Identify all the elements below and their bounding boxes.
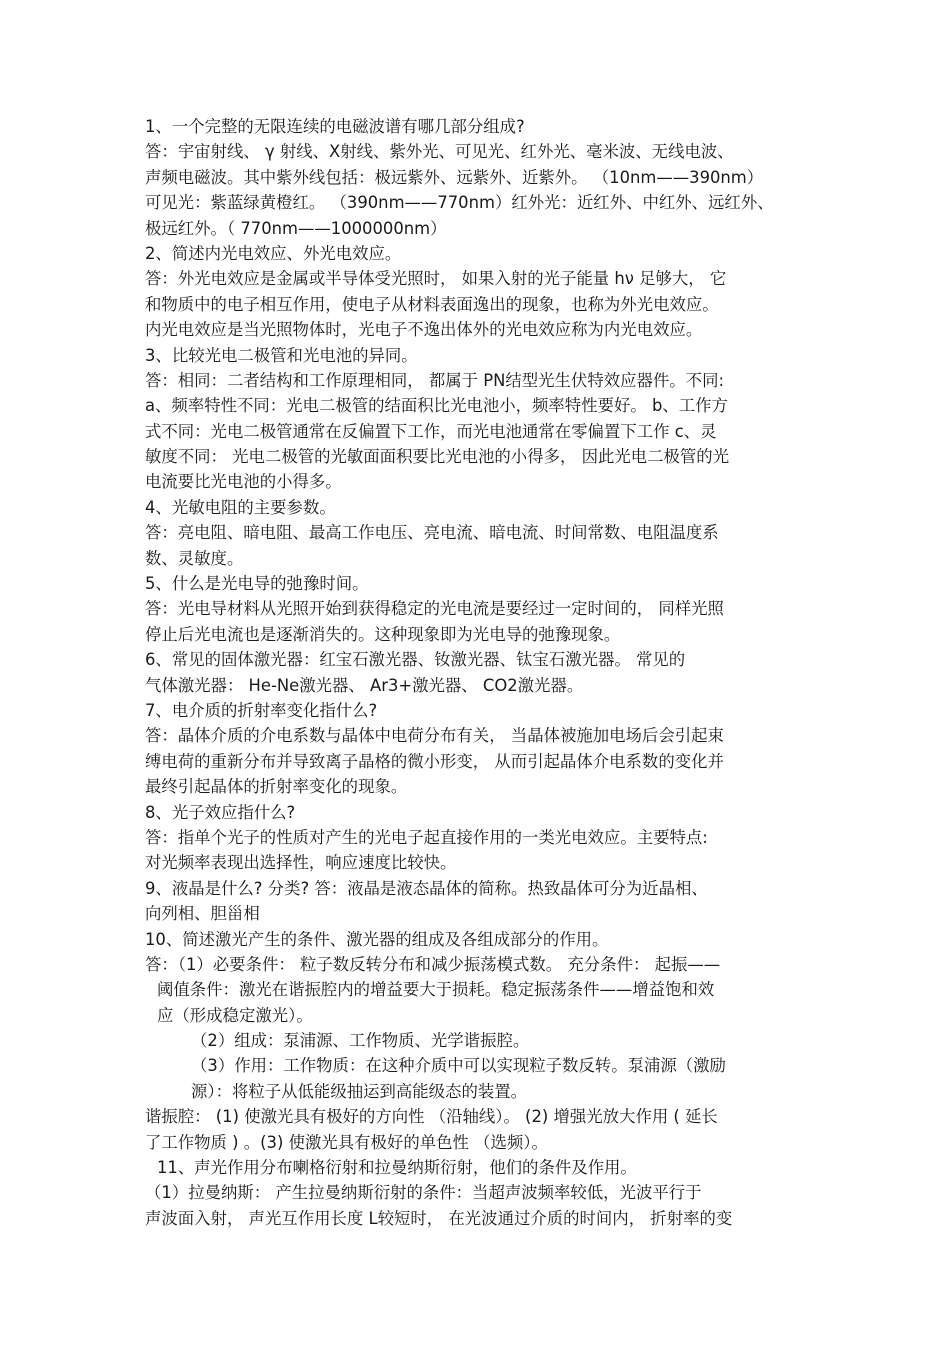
- text-line: 1、一个完整的无限连续的电磁波谱有哪几部分组成?: [145, 117, 525, 136]
- text-line: 数、灵敏度。: [145, 548, 244, 568]
- text-line: 8、光子效应指什么?: [145, 802, 296, 822]
- text-line: 敏度不同： 光电二极管的光敏面面积要比光电池的小得多， 因此光电二极管的光: [145, 447, 730, 467]
- text-line: 答：晶体介质的介电系数与晶体中电荷分布有关， 当晶体被施加电场后会引起束: [145, 726, 724, 746]
- text-line: 极远红外。（ 770nm——1000000nm）: [145, 218, 447, 238]
- text-line: 11、声光作用分布喇格衍射和拉曼纳斯衍射，他们的条件及作用。: [157, 1158, 637, 1178]
- text-line: 对光频率表现出选择性，响应速度比较快。: [145, 853, 457, 873]
- text-line: （2）组成：泵浦源、工作物质、光学谐振腔。: [191, 1031, 530, 1051]
- text-line: 答：光电导材料从光照开始到获得稳定的光电流是要经过一定时间的， 同样光照: [145, 599, 724, 619]
- text-line: （1）拉曼纳斯： 产生拉曼纳斯衍射的条件：当超声波频率较低，光波平行于: [145, 1183, 702, 1203]
- text-line: 缚电荷的重新分布并导致离子晶格的微小形变， 从而引起晶体介电系数的变化并: [145, 751, 724, 771]
- text-line: 和物质中的电子相互作用，使电子从材料表面逸出的现象，也称为外光电效应。: [145, 294, 719, 314]
- text-line: 2、简述内光电效应、外光电效应。: [145, 243, 402, 263]
- text-line: 10、简述激光产生的条件、激光器的组成及各组成部分的作用。: [145, 929, 609, 949]
- text-line: 应（形成稳定激光）。: [157, 1005, 313, 1025]
- text-line: 答：外光电效应是金属或半导体受光照时， 如果入射的光子能量 hν 足够大， 它: [145, 269, 727, 289]
- text-line: 答：相同：二者结构和工作原理相同， 都属于 PN结型光生伏特效应器件。不同:: [145, 370, 724, 390]
- text-line: 答：亮电阻、暗电阻、最高工作电压、亮电流、暗电流、时间常数、电阻温度系: [145, 523, 719, 543]
- text-line: 3、比较光电二极管和光电池的异同。: [145, 345, 418, 365]
- text-line: a、频率特性不同：光电二极管的结面积比光电池小，频率特性要好。 b、工作方: [145, 396, 728, 416]
- text-line: 声频电磁波。其中紫外线包括：极远紫外、远紫外、近紫外。 （10nm——390nm）: [145, 167, 764, 187]
- text-line: 声波面入射， 声光互作用长度 L较短时， 在光波通过介质的时间内， 折射率的变: [145, 1208, 733, 1228]
- text-line: 式不同：光电二极管通常在反偏置下工作，而光电池通常在零偏置下工作 c、灵: [145, 421, 717, 441]
- text-line: 向列相、胆甾相: [145, 904, 260, 924]
- text-line: 4、光敏电阻的主要参数。: [145, 497, 336, 517]
- text-line: 答：宇宙射线、 γ 射线、X射线、紫外光、可见光、红外光、毫米波、无线电波、: [145, 142, 734, 162]
- text-line: 源）：将粒子从低能级抽运到高能级态的装置。: [191, 1081, 528, 1101]
- text-line: 可见光：紫蓝绿黄橙红。 （390nm——770nm）红外光：近红外、中红外、远红外、: [145, 193, 774, 213]
- document-body: [145, 114, 807, 1231]
- text-line: 9、液晶是什么? 分类? 答：液晶是液态晶体的简称。热致晶体可分为近晶相、: [145, 878, 708, 898]
- text-line: 了工作物质 ) 。(3) 使激光具有极好的单色性 （选频）。: [145, 1132, 548, 1152]
- text-line: 7、电介质的折射率变化指什么?: [145, 700, 378, 720]
- text-line: 内光电效应是当光照物体时，光电子不逸出体外的光电效应称为内光电效应。: [145, 320, 703, 340]
- text-line: 电流要比光电池的小得多。: [145, 472, 342, 492]
- text-line: 答：指单个光子的性质对产生的光电子起直接作用的一类光电效应。主要特点:: [145, 827, 708, 847]
- text-line: 气体激光器： He-Ne激光器、 Ar3+激光器、 CO2激光器。: [145, 675, 584, 695]
- text-line: 5、什么是光电导的弛豫时间。: [145, 574, 369, 594]
- text-line: 答：（1）必要条件： 粒子数反转分布和减少振荡模式数。 充分条件： 起振——: [145, 954, 721, 974]
- text-line: 最终引起晶体的折射率变化的现象。: [145, 777, 408, 797]
- text-line: 阈值条件：激光在谐振腔内的增益要大于损耗。稳定振荡条件——增益饱和效: [157, 980, 715, 1000]
- text-line: 谐振腔： (1) 使激光具有极好的方向性 （沿轴线）。 (2) 增强光放大作用 ( 延长: [145, 1107, 718, 1127]
- text-line: 6、常见的固体激光器：红宝石激光器、钕激光器、钛宝石激光器。 常见的: [145, 650, 686, 670]
- text-line: （3）作用：工作物质：在这种介质中可以实现粒子数反转。泵浦源（激励: [191, 1056, 726, 1076]
- text-line: 停止后光电流也是逐渐消失的。这种现象即为光电导的弛豫现象。: [145, 624, 621, 644]
